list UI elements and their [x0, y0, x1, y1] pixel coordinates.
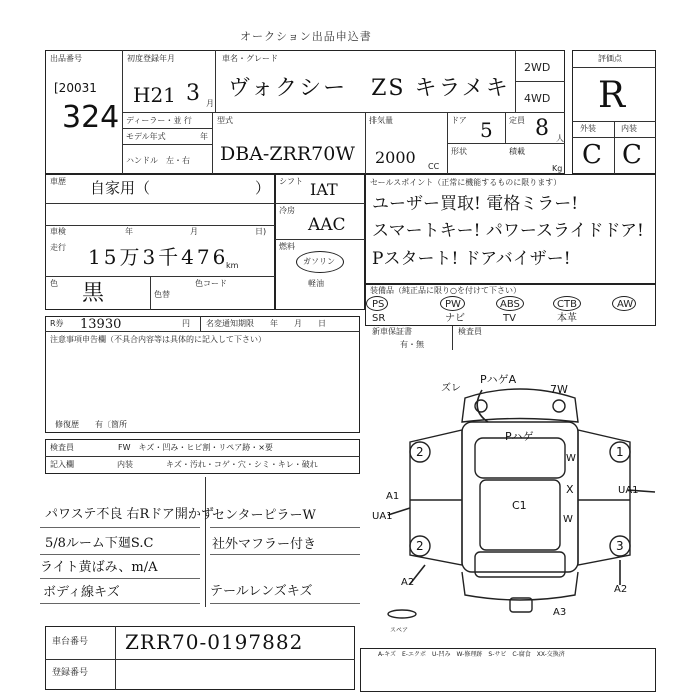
- seats-label: 定員: [509, 116, 525, 125]
- notes-block: [45, 316, 360, 433]
- grade-int: C: [622, 140, 642, 170]
- usage-close: ）: [255, 179, 271, 197]
- mileage-unit: km: [226, 261, 239, 270]
- diagram-mark-a3: A3: [553, 607, 567, 618]
- form-title: オークション出品申込書: [240, 30, 372, 43]
- seats-unit: 人: [556, 134, 564, 143]
- doors-value: 5: [480, 118, 493, 142]
- chassis-value: ZRR70-0197882: [125, 630, 304, 654]
- inspection-month: 月: [190, 227, 198, 236]
- repair-label: 修復歴 有〔箇所: [55, 420, 127, 429]
- recycle-value: 13930: [80, 317, 122, 332]
- note-left-3: ライト黄ばみ、m/A: [40, 560, 158, 575]
- note-right-3: テールレンズキズ: [210, 584, 313, 599]
- shift-label: シフト: [279, 177, 303, 186]
- ac-label: 冷房: [279, 206, 295, 215]
- equip-ps-circle: [366, 296, 388, 311]
- recycle-notice: 名変通知期限 年 月 日: [206, 319, 326, 328]
- diagram-mark-left2: UA1: [372, 511, 393, 522]
- diagram-mark-wheel-rr: 3: [616, 539, 624, 553]
- diagram-mark-wheel-fr: 1: [616, 445, 624, 459]
- car-name-label: 車名・グレード: [222, 54, 278, 63]
- shape-label: 形状: [451, 147, 467, 156]
- diagram-mark-right-w1: W: [563, 514, 573, 525]
- car-name-value: ヴォクシー ZS キラメキ: [228, 76, 510, 101]
- color-value: 黒: [82, 281, 105, 306]
- equip-sr: SR: [372, 313, 386, 324]
- usage-value: 自家用（: [90, 179, 151, 197]
- load-label: 積載: [509, 147, 525, 156]
- mileage-label: 走行: [50, 243, 66, 252]
- model-type-label: 型式: [217, 116, 233, 125]
- drive-4wd: 4WD: [524, 92, 551, 105]
- equip-tv: TV: [503, 313, 516, 324]
- shift-value: IAT: [310, 180, 338, 199]
- lot-label: 出品番号: [50, 54, 82, 63]
- first-reg-month: 3: [186, 81, 200, 106]
- inspection-year: 年: [125, 227, 133, 236]
- record-row-sub: 内装: [117, 460, 133, 469]
- color-label: 色: [50, 279, 58, 288]
- inspection-day: 日): [255, 227, 267, 236]
- diagram-mark-right-w2: W: [566, 453, 576, 464]
- equip-pw: PW: [445, 299, 461, 310]
- fuel-light-oil: 軽油: [308, 279, 324, 288]
- legend-text: A-キズ E-エクボ U-凹み W-修理跡 S-サビ C-腐食 XX-交換済: [378, 651, 565, 658]
- grade-label: 評価点: [598, 54, 622, 63]
- equip-abs: ABS: [500, 299, 520, 310]
- equip-leather: 本革: [557, 313, 577, 324]
- sales-point-line-1: ユーザー買取! 電格ミラー!: [372, 194, 579, 214]
- grade-ext-label: 外装: [580, 124, 596, 133]
- model-year-label: モデル年式: [126, 132, 166, 141]
- drive-2wd: 2WD: [524, 61, 551, 74]
- grade-value: R: [598, 75, 626, 116]
- sales-point-line-2: スマートキー! パワースライドドア!: [372, 221, 644, 241]
- registration-label: 登録番号: [52, 668, 89, 678]
- record-row-items: キズ・汚れ・コゲ・穴・シミ・キレ・破れ: [166, 460, 318, 469]
- displacement-value: 2000: [375, 148, 416, 167]
- equipment-label: 装備品（純正品に限り○を付けて下さい）: [370, 286, 521, 295]
- equip-ctb: CTB: [557, 299, 577, 310]
- diagram-mark-right-x: X: [566, 483, 574, 496]
- diagram-mark-top-right: 7W: [550, 383, 568, 396]
- first-reg-month-suffix: 月: [206, 99, 214, 108]
- first-reg-era: H21: [133, 83, 176, 107]
- sales-point-line-3: Pスタート! ドアバイザー!: [372, 249, 571, 269]
- diagram-mark-left1: A1: [386, 491, 400, 502]
- mileage-value: 15万3千476: [88, 245, 229, 269]
- diagram-mark-a2-right: A2: [614, 584, 628, 595]
- diagram-mark-top-left: ズレ: [441, 383, 461, 394]
- lot-sub: [20031: [54, 81, 97, 95]
- equip-aw-circle: [612, 296, 636, 311]
- dealer-label: ディーラー・並 行: [126, 116, 192, 125]
- grade-int-label: 内装: [621, 124, 637, 133]
- color-change-label: 色替: [154, 290, 170, 299]
- note-left-1: パワステ不良 右Rドア開かず: [45, 507, 214, 522]
- ac-value: AAC: [308, 215, 346, 235]
- recycle-label: R券: [50, 319, 64, 328]
- displacement-unit: CC: [428, 162, 440, 171]
- equip-navi: ナビ: [445, 313, 465, 324]
- fuel-gasoline: ガソリン: [303, 257, 335, 266]
- diagram-mark-wheel-fl: 2: [416, 445, 424, 459]
- record-row-label: 記入欄: [50, 460, 74, 469]
- first-reg-label: 初度登録年月: [127, 54, 175, 63]
- inspection-label: 車検: [50, 227, 66, 236]
- model-year-char: 年: [200, 132, 208, 141]
- notes-label: 注意事項申告欄（不具合内容等は具体的に記入して下さい）: [50, 335, 266, 344]
- diagram-mark-wheel-rl: 2: [416, 539, 424, 553]
- usage-label: 車歴: [50, 177, 66, 186]
- inspector-row-items: FW キズ・凹み・ヒビ割・リペア跡・×要: [118, 443, 273, 452]
- inspector-row-label: 検査員: [50, 443, 74, 452]
- note-left-4: ボディ線キズ: [43, 585, 120, 600]
- new-car-warranty-value: 有・無: [400, 340, 424, 349]
- note-left-2: 5/8ルーム下廻S.C: [45, 536, 154, 551]
- equip-pw-circle: [440, 296, 465, 311]
- chassis-label: 車台番号: [52, 637, 89, 647]
- diagram-mark-a2-left: A2: [401, 577, 415, 588]
- lot-number: 324: [62, 100, 120, 135]
- displacement-label: 排気量: [369, 116, 393, 125]
- equip-ps: PS: [372, 299, 385, 310]
- inspector-label: 検査員: [458, 327, 482, 336]
- color-code-label: 色コード: [195, 279, 227, 288]
- diagram-spare-label: スペア: [390, 627, 409, 634]
- diagram-mark-roof: Pハゲ: [505, 430, 534, 443]
- model-type-value: DBA-ZRR70W: [220, 143, 355, 165]
- seats-value: 8: [535, 116, 549, 141]
- diagram-mark-top: PハゲA: [480, 373, 517, 386]
- diagram-mark-right1: UA1: [618, 485, 639, 496]
- note-right-2: 社外マフラー付き: [212, 537, 317, 552]
- note-right-1: センターピラーW: [212, 508, 316, 523]
- diagram-mark-center: C1: [512, 499, 527, 512]
- handle-label: ハンドル 左・右: [126, 156, 190, 165]
- fuel-label: 燃料: [279, 242, 295, 251]
- new-car-warranty-label: 新車保証書: [372, 327, 412, 336]
- recycle-unit: 円: [182, 319, 190, 328]
- equip-abs-circle: [496, 296, 524, 311]
- doors-label: ドア: [451, 116, 467, 125]
- equip-aw: AW: [617, 299, 634, 310]
- load-unit: Kg: [552, 164, 563, 173]
- grade-ext: C: [582, 140, 602, 170]
- sales-points-label: セールスポイント（正常に機能するものに限ります）: [370, 178, 562, 187]
- equip-ctb-circle: [553, 296, 581, 311]
